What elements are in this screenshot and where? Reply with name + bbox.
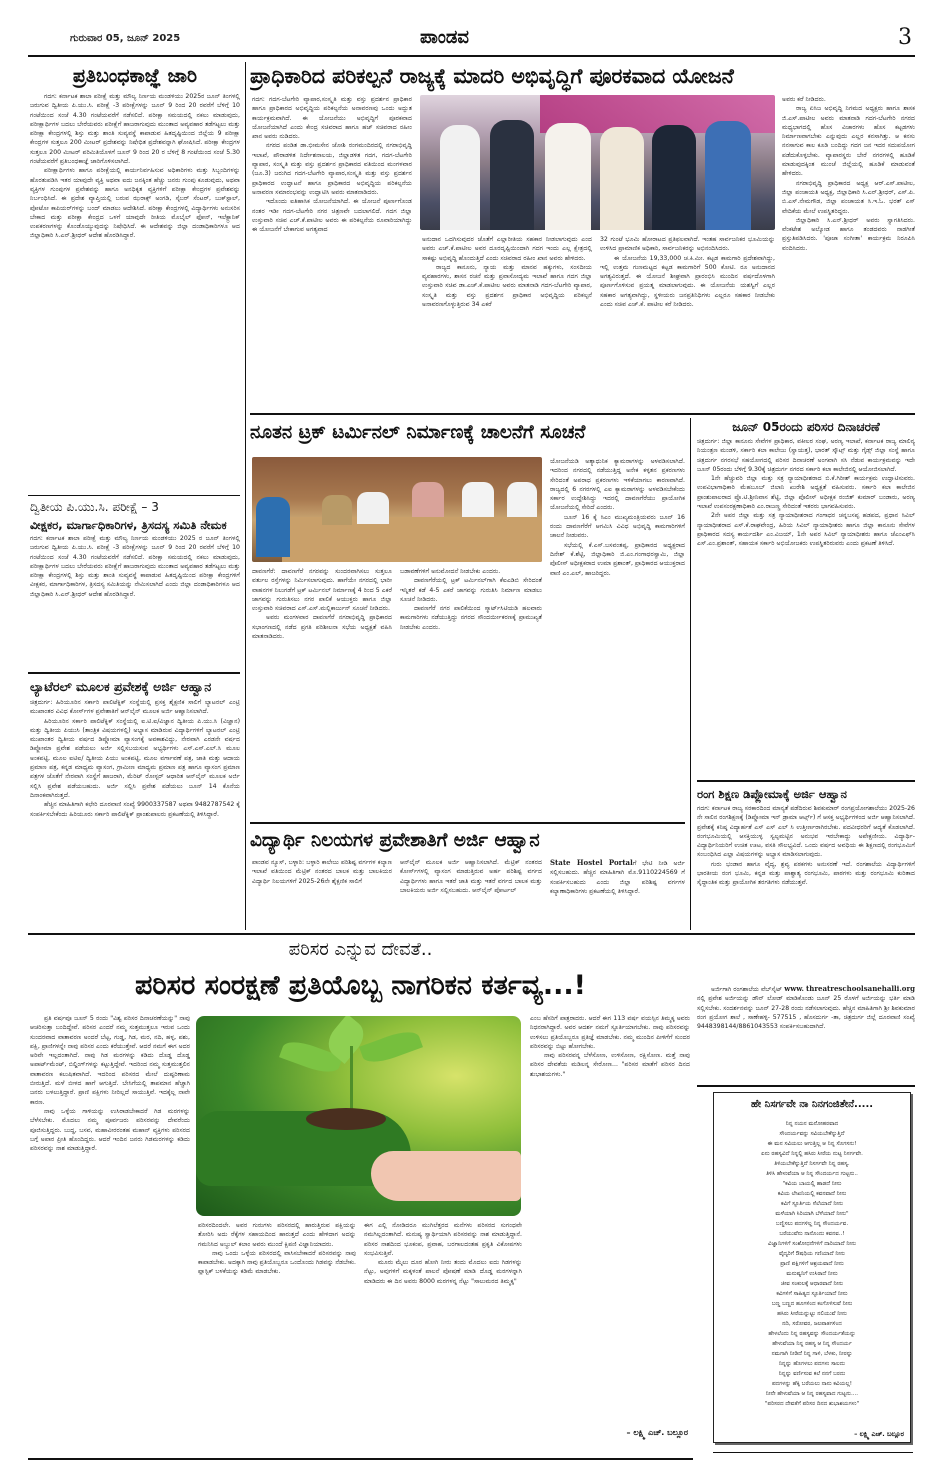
paragraph: ಚಿತ್ರದುರ್ಗ: ಜಿಲ್ಲಾ ಕಾನೂನು ಸೇವೆಗಳ ಪ್ರಾಧಿಕಾರ, ವಕೀಲರ ಸಂಘ, ಅರಣ್ಯ ಇಲಾಖೆ, ಕರ್ನಾಟಕ ರಾಜ್ಯ ಮಾಲಿನ್ಯ ನಿಯಂತ್ರಣ ಮಂಡಳಿ, ಸರ್ಕಾರಿ ಕಲಾ ಕಾಲೇಜು (ಸ್ವಾಯತ್ತ), ಭಾರತ್ ಸ್ಕೌಟ್ಸ್ ಮತ್ತು ಗೈಡ್ಸ್ ಜಿಲ್ಲಾ ಸಂಸ್ಥೆ ಹಾಗೂ ಚಿತ್ರದುರ್ಗ ನಗರಸಭೆ ಸಹಯೋಗದಲ್ಲಿ ಪರಿಸರ ದಿನಾಚರಣೆ ಅಂಗವಾಗಿ ಸಸಿ ನೆಡುವ ಕಾರ್ಯಕ್ರಮವನ್ನು ಇದೇ ಜೂನ್ 05ರಂದು ಬೆಳಿಗ್ಗೆ 9.30ಕ್ಕೆ ಚಿತ್ರದುರ್ಗ ನಗರದ ಸರ್ಕಾರಿ ಕಲಾ ಕಾಲೇಜಿನಲ್ಲಿ ಆಯೋಜಿಸಲಾಗಿದೆ. xyxy=(697,438,915,473)
divider xyxy=(697,1085,915,1087)
paragraph: ನಾವು ಪರಿಸರವನ್ನ ಬೆಳೆಸೋಣ, ಉಳಿಸೋಣ, ರಕ್ಷಿಸೋಣ. ಮತ್ತೆ ನಾವು ಪರಿಸರ ದೇವತೆಯ ಮಡಿಲನ್ನ ಸೇರೋಣ... "ಪರಿಸರ ಮಾತೆಗೆ ಪರಿಸರ ದಿನದ ಶುಭಾಶಯಗಳು." xyxy=(530,1052,690,1078)
poem-line: ಹೇಳಲೆಂದು ನಿನ್ನ ರಹಸ್ಯವನ್ನು ಸೌಂದರ್ಯತೆಯನ್ನು xyxy=(768,1331,856,1337)
person-figure xyxy=(600,127,644,230)
headline: ರಂಗ ಶಿಕ್ಷಣ ಡಿಪ್ಲೋಮಾಕ್ಕೆ ಅರ್ಜಿ ಆಹ್ವಾನ xyxy=(697,787,847,801)
headline: ನೂತನ ಟ್ರಕ್ ಟರ್ಮಿನಲ್ ನಿರ್ಮಾಣಕ್ಕೆ ಚಾಲನೆಗೆ ಸೂಚನೆ xyxy=(250,422,586,443)
poem-line: "ಕವಿಯ ಬಾಯಲ್ಲಿ ಹಾಡದೆ ನೀನು xyxy=(782,1181,842,1187)
paragraph: 32 ಗುಂಟೆ ಭೂಮಿ ಹೋರಾಟದ ಪ್ರತಿಫಲವಾಗಿದೆ. ಇಂತಹ ಸಾರ್ವಜನಿಕರ ಭೂಮಿಯನ್ನು ಉಳಿಸಿದ ಪ್ರಾಮಾಣಿಕ ಅಧಿಕಾರಿ, ಸಾರ್ವಜನಿಕರನ್ನು ಅಭಿನಂದಿಸಿದರು. xyxy=(600,236,775,253)
poem-line: ಏನು ರಹಸ್ಯವಿದೆ ನಿನ್ನಲ್ಲಿ ಹಸಿರು ಸೀರೆಯ ನುಟ್ಟ ನಿಸರ್ಗವೇ. xyxy=(761,1151,863,1157)
paragraph: ರಾಜ್ಯದ ಕಾನೂನು, ನ್ಯಾಯ ಮತ್ತು ಮಾನವ ಹಕ್ಕುಗಳು, ಸಂಸದೀಯ ವ್ಯವಹಾರಗಳು, ಶಾಸನ ರಚನೆ ಮತ್ತು ಪ್ರವಾಸೋದ್ಯಮ ಇಲಾಖೆ ಹಾಗೂ ಗದಗ ಜಿಲ್ಲಾ ಉಸ್ತುವಾರಿ ಸಚಿವ ಡಾ.ಎಚ್.ಕೆ.ಪಾಟೀಲ ಅವರು ಮಾತನಾಡಿ ಗದಗ-ಬೆಟಗೇರಿ ವ್ಯಾಪಾರ, ಸಂಸ್ಕೃತಿ ಮತ್ತು ವಸ್ತು ಪ್ರದರ್ಶನ ಪ್ರಾಧಿಕಾರ ಅಭಿವೃದ್ಧಿಯ ಪರಿಕಲ್ಪನೆ ಅನಾವರಣಗೊಳ್ಳುತ್ತಿರುವ 34 ಎಕರೆ xyxy=(422,263,592,309)
poem-line: ನಿನ್ನ ನಯನ ಮನೋಹರವಾದ xyxy=(785,1121,839,1127)
paragraph: ಮೂರು ಮೈಲು ದೂರ ಹೋಗಿ ನೀರು ತಂದು ಮೊದಲು ಐದು ಗಿಡಗಳನ್ನು ನೆಟ್ಟು, ಅವುಗಳಿಗೆ ಮಕ್ಕಳಂತೆ ಪಾಲನೆ ಪೋಷಣೆ ಮಾಡಿ ದೊಡ್ಡ ಮರಗಳನ್ನಾಗಿ ಮಾಡಿದರು ಈ ದಿನ ಅವರು 8000 ಮರಗಳನ್ನ ನೆಟ್ಟು "ಸಾಲುಮರದ ತಿಮ್ಮಕ್ಕ" xyxy=(364,1259,522,1285)
article-body xyxy=(697,437,915,767)
article-authority xyxy=(250,60,915,410)
paragraph-text: ಗೆ ಭೇಟಿ ನೀಡಿ ಅರ್ಜಿ ಸಲ್ಲಿಸಬಹುದು. ಹೆಚ್ಚಿನ ಮಾಹಿತಿಗಾಗಿ ಮೊ.9110224569 ಗೆ ಸಂಪರ್ಕಿಸಬಹುದು ಎಂದು ಜಿಲ್ಲಾ ಪರಿಶಿಷ್ಟ ವರ್ಗಗಳ ಕಲ್ಯಾಣಾಧಿಕಾರಿಗಳು ಪ್ರಕಟಣೆಯಲ್ಲಿ ತಿಳಿಸಿದ್ದಾರೆ. xyxy=(550,860,685,895)
headline: ವಿದ್ಯಾರ್ಥಿ ನಿಲಯಗಳ ಪ್ರವೇಶಾತಿಗೆ ಅರ್ಜಿ ಆಹ್ವಾನ xyxy=(250,830,540,851)
person-figure xyxy=(462,482,494,517)
paragraph: ಈ ಯೋಜನೆಯ 19,33,000 ಚ.ಕಿ.ಮೀ. ಕಟ್ಟಡ ಕಾಮಗಾರಿ ಪ್ರದೇಶವಾಗಿದ್ದು, ಇಲ್ಲಿ ಉತ್ತಮ ಗುಣಮಟ್ಟದ ಕಟ್ಟಡ ಕಾಮಗಾರಿಗೆ 500 ಕೋಟಿ. ರೂ ಅನುದಾನದ ಅಗತ್ಯವಿರುತ್ತದೆ. ಈ ಯೋಜನೆ ಶೀಘ್ರವಾಗಿ ಪ್ರಾರಂಭಿಸಿ ಮುಂದಿನ ವರ್ಷದೊಳಗಾಗಿ ಪೂರ್ಣಗೊಳಿಸುವ ಪ್ರಯತ್ನ ಮಾಡಲಾಗುವುದು. ಈ ಯೋಜನೆಯ ಯಶಸ್ವಿಗೆ ಎಲ್ಲರ ಸಹಕಾರ ಅಗತ್ಯವಾಗಿದ್ದು, ಸ್ಥಳೀಯರು ಜನಪ್ರತಿನಿಧಿಗಳು ಎಲ್ಲರೂ ಸಹಕಾರ ನೀಡಬೇಕು ಎಂದು ಸಚಿವ ಎಚ್.ಕೆ. ಪಾಟೀಲ ಕರೆ ನೀಡಿದರು. xyxy=(600,254,775,309)
person-figure xyxy=(440,125,480,230)
poem-line: ಈ ಮನ ಸವಿಯಲು ಆಗುತ್ತಿಲ್ಲ ಆ ನಿನ್ನ ಸೊಗಸನು! xyxy=(767,1141,857,1147)
headline: ಜೂನ್ 05ರಂದು ಪರಿಸರ ದಿನಾಚರಣೆ xyxy=(732,420,880,434)
kicker: ದ್ವಿತೀಯ ಪಿ.ಯು.ಸಿ. ಪರೀಕ್ಷೆ – 3 xyxy=(30,500,159,514)
stem xyxy=(350,1046,353,1116)
apply-paragraph xyxy=(697,984,915,1031)
article-col-3 xyxy=(550,858,685,928)
poem-line: ವಿಜ್ಞಾನಿಗಳಿಗೆ ಸಂಶೋಧನೆಗಳಿಗೆ ದಾರಿಯಾದೆ ನೀನು xyxy=(767,1241,857,1247)
bottom-rule xyxy=(28,1458,693,1460)
article-col-1 xyxy=(252,567,392,817)
paragraph: ಅನುದಾನ ಒದಗಿಸುವುದರ ಜೊತೆಗೆ ಎಲ್ಲಾರೀತಿಯ ಸಹಕಾರ ನೀಡಲಾಗುವುದು ಎಂದ ಅವರು ಎಚ್.ಕೆ.ಪಾಟೀಲ ಅವರ ದೂರದೃಷ್ಟಿಯಿಂದಾಗಿ ಗದಗ ಇಂದು ಎಲ್ಲ ಕ್ಷೇತ್ರದಲ್ಲಿ ಸಾಕಷ್ಟು ಅಭಿವೃದ್ಧಿ ಹೊಂದುತ್ತಿದೆ ಎಂದು ಸಚಿವರಾದ ರಹೀಂ ಖಾನ ಅವರು ಹೇಳಿದರು. xyxy=(422,236,592,262)
person-figure xyxy=(545,123,591,230)
paragraph: 2ನೇ ಅಪರ ಜಿಲ್ಲಾ ಮತ್ತು ಸತ್ರ ನ್ಯಾಯಾಧೀಶರಾದ ಗಂಗಾಧರ ಚನ್ನಬಸಪ್ಪ ಹಡಪದ, ಪ್ರಧಾನ ಸಿವಿಲ್ ನ್ಯಾಯಾಧೀಶರಾದ ಎಸ್.ಕೆ.ರಾಘವೇಂದ್ರ, ಹಿರಿಯ ಸಿವಿಲ್ ನ್ಯಾಯಾಧೀಶರು ಹಾಗೂ ಜಿಲ್ಲಾ ಕಾನೂನು ಸೇವೆಗಳ ಪ್ರಾಧಿಕಾರದ ಸದಸ್ಯ ಕಾರ್ಯದರ್ಶಿ ಎಂ.ವಿಜಯ್, 1ನೇ ಅಪರ ಸಿವಿಲ್ ನ್ಯಾಯಾಧೀಶರು ಹಾಗೂ ಜೆಎಂಎಫ್‌ಸಿ ಎಸ್.ಎಂ.ಪ್ರಶಾಂತ್, ಸಹಾಯಕ ಸರ್ಕಾರಿ ಅಭಿಯೋಜಕರು ಉಪಸ್ಥಿತರಿರುವರು ಎಂದು ಪ್ರಕಟಣೆ ತಿಳಿಸಿದೆ. xyxy=(697,512,915,548)
column-divider xyxy=(245,62,246,930)
headline: ವೀಕ್ಷಕರ, ಮಾರ್ಗಾಧಿಕಾರಿಗಳ, ತ್ರಿಸದಸ್ಯ ಸಮಿತಿ ನೇಮಕ xyxy=(30,518,227,532)
article-col-2 xyxy=(422,235,592,407)
poem-line: ಮನುಷ್ಯನಿಗೆ ಉಸಿರಾದೆ ನೀನು xyxy=(786,1271,838,1277)
poem-line: ಬಣ್ಣಿಸಲು ಪದಗಳಿಲ್ಲ ನಿನ್ನ ಸೌಂದರ್ಯವ. xyxy=(775,1221,849,1227)
paragraph: ಪರಿಸರದಿಂದಲೇ. ಅವರ ಗುರುಗಳು ಪರಿಸರದಲ್ಲಿ ಹಾರುತ್ತಿರುವ ಪಕ್ಷಿಯನ್ನು ತೋರಿಸಿ ಅದು ರೆಕ್ಕೆಗಳ ಸಹಾಯದಿಂದ ಹಾರುತ್ತದೆ ಎಂದು ಹೇಳಿದಾಗ ಅದನ್ನು ಗಮನಿಸಿದ ಅಬ್ದುಲ್ ಕಲಾಂ ಅವರು ಮುಂದೆ ಕ್ಷಿಪಣಿ ವಿಜ್ಞಾನಿಯಾದರು. xyxy=(198,1222,356,1248)
ceremony-photo xyxy=(420,95,775,230)
article-col-3 xyxy=(550,457,685,817)
portal-name: State Hostel Portal xyxy=(550,858,633,867)
paragraph: ಹಿರಿಯೂರಿನ ಸರ್ಕಾರಿ ಪಾಲಿಟೆಕ್ನಿಕ್ ಸಂಸ್ಥೆಯಲ್ಲಿ ಐ.ಟಿ.ಐ/ವಿಜ್ಞಾನ ದ್ವಿತೀಯ ಪಿ.ಯು.ಸಿ (ವಿಜ್ಞಾನ) ಮತ್ತು ದ್ವಿತೀಯ ಪಿಯುಸಿ (ತಾಂತ್ರಿಕ ವಿಷಯಗಳಲ್ಲಿ) ಅಭ್ಯಾಸ ಮಾಡಿರುವ ವಿದ್ಯಾರ್ಥಿಗಳಿಗೆ ಲ್ಯಾಟರಲ್ ಎಂಟ್ರಿ ಮುಖಾಂತರ ದ್ವಿತೀಯ ವರ್ಷದ ಡಿಪ್ಲೋಮಾ ವ್ಯಾಸಂಗಕ್ಕೆ ಅವಕಾಶವಿದ್ದು, ನೇರವಾಗಿ ಎರಡನೇ ವರ್ಷದ ಡಿಪ್ಲೋಮಾ ಪ್ರವೇಶ ಪಡೆಯಲು ಅರ್ಜಿ ಸಲ್ಲಿಸಬಯಸುವ ಅಭ್ಯರ್ಥಿಗಳು ಎಸ್.ಎಸ್.ಎಲ್.ಸಿ ಮೂಲ ಅಂಕಪಟ್ಟಿ, ಮೂಲ ಐಟಿಐ/ ದ್ವಿತೀಯ ಪಿಯು ಅಂಕಪಟ್ಟಿ, ಮೂಲ ವರ್ಗಾವಣೆ ಪತ್ರ, ಜಾತಿ ಮತ್ತು ಆದಾಯ ಪ್ರಮಾಣ ಪತ್ರ, ಕನ್ನಡ ಮಾಧ್ಯಮ ವ್ಯಾಸಂಗ, ಗ್ರಾಮೀಣ ಮಾಧ್ಯಮ ಪ್ರಮಾಣ ಪತ್ರ ಹಾಗೂ ವ್ಯಾಸಂಗ ಪ್ರಮಾಣ ಪತ್ರಗಳ ಜೊತೆಗೆ ನೇರವಾಗಿ ಸಂಸ್ಥೆಗೆ ಹಾಜರಾಗಿ, ಮೆರಿಟ್ ರೋಸ್ಟರ್ ಆಧಾರಿತ ಆನ್‌ಲೈನ್ ಮೂಲಕ ಅರ್ಜಿ ಸಲ್ಲಿಸಿ ಪ್ರವೇಶ ಪಡೆಯಬಹುದು. ಅರ್ಜಿ ಸಲ್ಲಿಸಿ ಪ್ರವೇಶ ಪಡೆಯಲು ಜೂನ್ 14 ಕೊನೆಯ ದಿನಾಂಕವಾಗಿರುತ್ತದೆ. xyxy=(30,717,240,799)
apply-info xyxy=(697,984,915,1084)
paragraph: ದಾವಣಗೆರೆಯಲ್ಲಿ ಟ್ರಕ್ ಟರ್ಮಿನಲ್‌ಗಾಗಿ ಕೆಐಎಡಿಬಿ ಸೇರಿದಂತೆ ಇನ್ನಿತರೆ ಕಡೆ 4-5 ಎಕರೆ ಜಾಗವನ್ನು ಗುರುತಿಸಿ ನಿರ್ಮಾಣ ಮಾಡಲು ಸೂಚನೆ ನೀಡಿದರು. xyxy=(400,577,542,603)
poem-box xyxy=(713,1092,911,1443)
paragraph: ಪರೀಕ್ಷಾರ್ಥಿಗಳು ಹಾಗೂ ಪರೀಕ್ಷೆಯಲ್ಲಿ ಕಾರ್ಯನಿರ್ವಹಿಸುವ ಅಧಿಕಾರಿಗಳು ಮತ್ತು ಸಿಬ್ಬಂದಿಗಳನ್ನು ಹೊರತುಪಡಿಸಿ ಇತರ ಯಾವುದೇ ವ್ಯಕ್ತಿ ಅಥವಾ ಐದು ಜನಕ್ಕಿಂತ ಹೆಚ್ಚು ಜನರು ಗುಂಪು ಕೂಡುವುದು, ಅಥವಾ ವ್ಯಕ್ತಿಗಳ ಗುಂಪುಗಳ ಪ್ರವೇಶವನ್ನು ಹಾಗೂ ಅನಧಿಕೃತ ವ್ಯಕ್ತಿಗಳಿಗೆ ಪರೀಕ್ಷಾ ಕೇಂದ್ರಗಳ ಪ್ರವೇಶವನ್ನು ನಿರ್ಬಂಧಿಸಿದೆ. ಈ ಪ್ರದೇಶ ವ್ಯಾಪ್ತಿಯಲ್ಲಿ ಬರುವ ಝರಾಕ್ಸ್ ಅಂಗಡಿ, ಸೈಬರ್ ಸೆಂಟರ್, ಬುಕ್‌ಸ್ಟಾಲ್, ಪೋಟೋ ಕಾಪಿಯರ್‌ಗಳನ್ನು ಬಂದ್ ಮಾಡಲು ಆದೇಶಿಸಿದೆ. ಪರೀಕ್ಷಾ ಕೇಂದ್ರಗಳಲ್ಲಿ ವಿದ್ಯಾರ್ಥಿಗಳು ಅನುಸರಿಸ ಬೇಕಾದ ಮತ್ತು ಪರೀಕ್ಷಾ ಕೇಂದ್ರದ ಒಳಗೆ ಯಾವುದೇ ರೀತಿಯ ಮೊಬೈಲ್ ಫೋನ್, ಇಲೆಕ್ಟ್ರಾನಿಕ್ ಉಪಕರಣಗಳನ್ನು ಕೊಂಡೊಯ್ಯುವುದನ್ನು ನಿಷೇಧಿಸಿದೆ. ಈ ಆದೇಶವನ್ನು ಜಿಲ್ಲಾ ದಂಡಾಧಿಕಾರಿಗಳೂ ಆದ ಜಿಲ್ಲಾಧಿಕಾರಿ ಸಿ.ಎನ್.ಶ್ರೀಧರ್ ಆದೇಶ ಹೊರಡಿಸಿದ್ದಾರೆ. xyxy=(30,167,240,240)
paragraph: ಇದೊಂದು ಐತಿಹಾಸಿಕ ಯೋಜನೆಯಾಗಿದೆ. ಈ ಯೋಜನೆ ಪೂರ್ಣಗೊಂಡ ನಂತರ ಇಡೀ ಗದಗ-ಬೆಟಗೇರಿ ನಗರ ಚಿತ್ರಣವೇ ಬದಲಾಗಲಿದೆ. ಗದಗ ಜಿಲ್ಲಾ ಉಸ್ತುವಾರಿ ಸಚಿವ ಎಚ್.ಕೆ.ಪಾಟೀಲ ಅವರು ಈ ಪರಿಕಲ್ಪನೆಯ ರೂವಾರಿಯಾಗಿದ್ದು ಈ ಯೋಜನೆಗೆ ಬೇಕಾಗುವ ಅಗತ್ಯವಾದ xyxy=(252,198,412,234)
poem-line: ಬರೆಯುವೆನು ನಾನೊಂದು ಕವನವ..! xyxy=(779,1231,845,1237)
person-figure xyxy=(490,120,534,230)
poem-byline: – ಲಕ್ಷ್ಮಿ ಎಚ್. ಬಲ್ಲೂರ xyxy=(854,1430,904,1438)
kicker: ಪರಿಸರ ಎನ್ನುವ ದೇವತೆ.. xyxy=(288,939,433,960)
article-body xyxy=(30,698,240,920)
paragraph: ಗದಗ: ಕರ್ನಾಟಕ ಶಾಲಾ ಪರೀಕ್ಷೆ ಮತ್ತು ಮೌಲ್ಯ ನಿರ್ಣಯ ಮಂಡಳಿಯು 2025ರ ಜೂನ್ ತಿಂಗಳಲ್ಲಿ ಜರುಗುವ ದ್ವಿತೀಯ ಪಿ.ಯು.ಸಿ. ಪರೀಕ್ಷೆ -3 ಪರೀಕ್ಷೆಗಳನ್ನು ಜೂನ್ 9 ರಿಂದ 20 ರವರೆಗೆ ಬೆಳಿಗ್ಗೆ 10 ಗಂಟೆಯಿಂದ ಸಂಜೆ 4.30 ಗಂಟೆಯವರೆಗೆ ನಡೆಸಲಿದೆ. ಪರೀಕ್ಷಾ ಸಮಯದಲ್ಲಿ ನಕಲು ಮಾಡುವುದು, ಪರೀಕ್ಷಾರ್ಥಿಗಳ ಬದಲು ಬೇರೆಯವರು ಪರೀಕ್ಷೆಗೆ ಹಾಜರಾಗುವುದು ಮುಂತಾದ ಅವ್ಯವಹಾರ ತಡೆಗಟ್ಟಲು ಮತ್ತು ಪರೀಕ್ಷಾ ಕೇಂದ್ರಗಳಲ್ಲಿ ಶಿಸ್ತು ಮತ್ತು ಶಾಂತಿ ಸುವ್ಯವಸ್ಥೆ ಕಾಪಾಡುವ ಹಿತದೃಷ್ಟಿಯಿಂದ ಜಿಲ್ಲೆಯ 9 ಪರೀಕ್ಷಾ ಕೇಂದ್ರಗಳ ಸುತ್ತಲೂ 200 ಮೀಟರ್ ಪ್ರದೇಶವನ್ನು ನಿಷೇಧಿತ ಪ್ರದೇಶವನ್ನಾಗಿ ಘೋಷಿಸಿದೆ. ಪರೀಕ್ಷಾ ಕೇಂದ್ರಗಳ ಸುತ್ತಲೂ 200 ಮೀಟರ್ ಪರಿಮಿತಿಯೊಳಗೆ ಜೂನ್ 9 ರಿಂದ 20 ರ ಬೆಳಿಗ್ಗೆ 8 ಗಂಟೆಯಿಂದ ಸಂಜೆ 5.30 ಗಂಟೆಯವರೆಗೆ ಪ್ರತಿಬಂಧಕಾಜ್ಞೆ ಜಾರಿಗೊಳಿಸಲಾಗಿದೆ. xyxy=(30,93,240,166)
paragraph: ಗುರು ಭಂಡಾರ ಹಾಗೂ ವೈದ್ಯ, ಶ್ರವ್ಯ ಪಠಕಗಳು ಅನುಸರಣೆ ಇದೆ. ರಂಗಶಾಲೆಯ ವಿದ್ಯಾರ್ಥಿಗಳಿಗೆ ಭಾರತೀಯ ರಂಗ ಭೂಮಿ, ಕನ್ನಡ ಮತ್ತು ಪಾಶ್ಚಾತ್ಯ ರಂಗಭೂಮಿ, ಪಾಠಗಳು ಮತ್ತು ರಂಗಭೂಮಿ ಕುರಿತಾದ ಸೈದ್ಧಾಂತಿಕ ಮತ್ತು ಪ್ರಾಯೋಗಿಕ ತರಗತಿಗಳು ನಡೆಯುತ್ತವೆ. xyxy=(697,860,915,887)
environment-photo xyxy=(196,1016,521,1216)
article-theatre-diploma xyxy=(697,784,915,1089)
paragraph: ನಾವು ಒಂದು ಒಳ್ಳೆಯ ಪರಿಸರದಲ್ಲಿ ವಾಸಿಸಬೇಕಾದರೆ ಪರಿಸರವನ್ನು ನಾವು ಕಾಪಾಡಬೇಕು. ಅದಕ್ಕಾಗಿ ನಾವು ಪ್ರತಿಯೊಬ್ಬರೂ ಒಂದೊಂದು ಗಿಡವನ್ನು ನೆಡಬೇಕು. ಪ್ಲಾಸ್ಟಿಕ್ ಬಳಕೆಯನ್ನು ಕಡಿಮೆ ಮಾಡಬೇಕು. xyxy=(198,1249,356,1276)
article-col-2 xyxy=(400,567,542,817)
poem-line: ಜೀವ ಸಂಕುಲಕ್ಕೆ ಆಧಾರವಾದೆ ನೀನು xyxy=(780,1281,844,1287)
poem-line: ಪದಗಳನ್ನು ಹೆಕ್ಕಿ ಬರೆಯಲು ನಾನು ಕವಿಯಲ್ಲ! xyxy=(771,1381,853,1387)
paragraph: ಚಿತ್ರದುರ್ಗ: ಹಿರಿಯೂರಿನ ಸರ್ಕಾರಿ ಪಾಲಿಟೆಕ್ನಿಕ್ ಸಂಸ್ಥೆಯಲ್ಲಿ ಪ್ರಸಕ್ತ ಶೈಕ್ಷಣಿಕ ಸಾಲಿಗೆ ಲ್ಯಾಟರಲ್ ಎಂಟ್ರಿ ಮುಖಾಂತರ ವಿವಿಧ ಕೋರ್ಸ್‌ಗಳ ಪ್ರವೇಶಾತಿಗೆ ಆನ್‌ಲೈನ್ ಮೂಲಕ ಅರ್ಜಿ ಆಹ್ವಾನಿಸಲಾಗಿದೆ. xyxy=(30,699,240,716)
paragraph: ಯೋಜನೆಯಡಿ ಅತ್ಯಾಧುನಿಕ ಕ್ಯಾಮರಾಗಳನ್ನು ಅಳವಡಿಸಲಾಗಿದೆ. ಇದರಿಂದ ನಗರದಲ್ಲಿ ನಡೆಯುತ್ತಿದ್ದ ಅನೇಕ ಕಳ್ಳತನ ಪ್ರಕರಣಗಳು ಸೇರಿದಂತೆ ಅಪರಾಧ ಪ್ರಕರಣಗಳು ಇಳಿಕೆಯಾಗಲು ಕಾರಣವಾಗಿದೆ. ರಾಜ್ಯದಲ್ಲಿ 6 ನಗರಗಳಲ್ಲಿ ಎಐ ಕ್ಯಾಮರಾಗಳನ್ನು ಅಳವಡಿಸಬೇಕೆಂದು ಸರ್ಕಾರ ಉದ್ದೇಶಿಸಿದ್ದು ಇದರಲ್ಲಿ ದಾವಣಗೆರೆಯು ಪ್ರಾಯೋಗಿಕ ಯೋಜನೆಯಲ್ಲಿ ಸೇರಿದೆ ಎಂದರು. xyxy=(550,458,685,512)
paragraph: ಗದಗ: ಕರ್ನಾಟಕ ರಾಜ್ಯ ಸರಕಾರದಿಂದ ಮಾನ್ಯತೆ ಪಡೆದಿರುವ ಶಿವಕುಮಾರ್ ರಂಗಪ್ರಯೋಗಶಾಲೆಯು 2025-26 ನೇ ಸಾಲಿನ ರಂಗಶಿಕ್ಷಣಕ್ಕೆ (ಡಿಪ್ಲೋಮಾ ಇನ್ ಡ್ರಾಮಾ ಆರ್ಟ್ಸ್) ಗೆ ಆಸಕ್ತ ಅಭ್ಯರ್ಥಿಗಳಿಂದ ಅರ್ಜಿ ಆಹ್ವಾನಿಸಲಾಗಿದೆ. ಪ್ರವೇಶಕ್ಕೆ ಕನಿಷ್ಠ ವಿದ್ಯಾರ್ಹತೆ ಎಸ್ ಎಸ್ ಎಲ್ ಸಿ ಉತ್ತೀರ್ಣರಾಗಿರಬೇಕು. ಪದವೀಧರರಿಗೆ ಆದ್ಯತೆ ಕೊಡಲಾಗಿದೆ. ರಂಗಭೂಮಿಯಲ್ಲಿ ಆಸಕ್ತಿಯುಳ್ಳ ಸ್ವಲ್ಪಮಟ್ಟಿನ ಅನುಭವ ಇರಬೇಕಾದ್ದು ಅಪೇಕ್ಷಣೀಯ. ವಿದ್ಯಾರ್ಥಿ-ವಿದ್ಯಾರ್ಥಿನಿಯರಿಗೆ ಉಚಿತ ಊಟ, ವಸತಿ ಸೌಲಭ್ಯವಿದೆ. ಒಂದು ವರ್ಷದ ಅವಧಿಯ ಈ ಶಿಕ್ಷಣದಲ್ಲಿ ರಂಗಭೂಮಿಗೆ ಸಂಬಂಧಿಸಿದ ಎಲ್ಲಾ ವಿಷಯಗಳನ್ನು ಅಭ್ಯಾಸ ಮಾಡಿಸಲಾಗುವುದು. xyxy=(697,805,915,859)
poem-line: ಬಣ್ಣ ಬಣ್ಣದ ಹೂಗಳಿಂದ ಕಂಗೊಳಿಸುವೆ ನೀನು xyxy=(771,1301,853,1307)
article-col-4 xyxy=(782,95,915,407)
paragraph: ಈಗ ಎಲ್ಲಿ ನೋಡಿದರೂ ಮುಗಿಲೆತ್ತರದ ಮನೆಗಳು ಪರಿಸರದ ಸುಗಂಧವೇ ನಮಗಿಲ್ಲದಂತಾಗಿದೆ. ಮನುಷ್ಯ ಸ್ವಾರ್ಥಿಯಾಗಿ ಪರಿಸರವನ್ನು ನಾಶ ಮಾಡುತ್ತಿದ್ದಾನೆ. ಪರಿಸರ ನಾಶದಿಂದ ಭೂಕಂಪ, ಪ್ರವಾಹ, ಬರಗಾಲದಂತಹ ಪ್ರಕೃತಿ ವಿಕೋಪಗಳು ಸಂಭವಿಸುತ್ತಿವೆ. xyxy=(364,1222,522,1257)
poem-line: "ಪರಿಸರದ ದೇವತೆಗೆ ಪರಿಸರ ದಿನದ ಶುಭಾಶಯಗಳು" xyxy=(764,1401,860,1407)
feature-col-4 xyxy=(530,1014,690,1424)
apply-suffix: ನಲ್ಲಿ ಪ್ರವೇಶ ಅರ್ಜಿಯನ್ನು ಡೌನ್ ಲೋಡ್ ಮಾಡಿಕೊಂಡು ಜೂನ್ 25 ರೊಳಗೆ ಅರ್ಜಿಯನ್ನು ಭರ್ತಿ ಮಾಡಿ ಸಲ್ಲಿಸಬೇಕು. ಸಂದರ್ಶನವನ್ನು ಜೂನ್ 27-28 ರಂದು ನಡೆಸಲಾಗುವುದು. ಹೆಚ್ಚಿನ ಮಾಹಿತಿಗಾಗಿ ಶ್ರೀ ಶಿವಕುಮಾರ ರಂಗ ಪ್ರಯೋಗ ಶಾಲೆ , ಸಾಣೇಹಳ್ಳಿ- 577515 , ಹೊಸದುರ್ಗ -ತಾ, ಚಿತ್ರದುರ್ಗ ಜಿಲ್ಲೆ ದೂರವಾಣಿ ಸಂಖ್ಯೆ 9448398144/8861043553 ಸಂಪರ್ಕಿಸಬಹುದಾಗಿದೆ. xyxy=(697,995,915,1031)
article-col-2 xyxy=(400,858,542,928)
paragraph: ಪಾಂಡವ ನ್ಯೂಸ್, ಬಳ್ಳಾರಿ: ಬಳ್ಳಾರಿ ಕಾಲೇಜು ಪರಿಶಿಷ್ಟ ವರ್ಗಗಳ ಕಲ್ಯಾಣ ಇಲಾಖೆ ವತಿಯಿಂದ ಮೆಟ್ರಿಕ್ ನಂತರದ ಬಾಲಕ ಮತ್ತು ಬಾಲಕಿಯರ ವಿದ್ಯಾರ್ಥಿ ನಿಲಯಗಳಿಗೆ 2025-26ನೇ ಶೈಕ್ಷಣಿಕ ಸಾಲಿಗೆ xyxy=(252,859,392,885)
meeting-photo xyxy=(252,457,542,562)
poem-line: ಕವಿಗೆ ಸ್ಫೂರ್ತಿಯ ಸೆಲೆಯಾದೆ ನೀನು xyxy=(781,1201,843,1207)
poem-lines xyxy=(714,1119,910,1409)
divider xyxy=(28,672,240,674)
feature-col-2 xyxy=(198,1221,356,1454)
person-figure xyxy=(507,482,537,517)
poem-line: ನಿನ್ನನ್ನು ಹೊಗಳಲು ಪದಗಳು ಸಾಲದು xyxy=(778,1361,846,1367)
apply-prefix: ಅರ್ಜಿಗಾಗಿ ರಂಗಶಾಲೆಯ ವೆಬ್‌ಸೈಟ್ xyxy=(711,986,783,993)
paragraph: ಪ್ರತಿ ವರ್ಷವೂ ಜೂನ್ 5 ರಂದು "ವಿಶ್ವ ಪರಿಸರ ದಿನಾಚರಣೆಯನ್ನು" ನಾವು ಆಚರಿಸುತ್ತಾ ಬಂದಿದ್ದೇವೆ. ಪರಿಸರ ಎಂದರೆ ನಮ್ಮ ಸುತ್ತಮುತ್ತಲೂ ಇರುವ ಒಂದು ಸುಂದರವಾದ ವಾತಾವರಣ ಅಂದರೆ ಬೆಟ್ಟ, ಗುಡ್ಡ, ಗಿಡ, ಮರ, ನದಿ, ಹಳ್ಳ, ಪಶು, ಪಕ್ಷಿ, ಪ್ರಾಣಿಗಳನ್ನೇ ನಾವು ಪರಿಸರ ಎಂದು ಕರೆಯುತ್ತೇವೆ. ಆದರೆ ನಮಗೆ ಈಗ ಅದರ ಅರಿವೇ ಇಲ್ಲದಂತಾಗಿದೆ. ನಾವು ಗಿಡ ಮರಗಳನ್ನು ಕಡಿದು ದೊಡ್ಡ ದೊಡ್ಡ ಅಪಾರ್ಟ್‌ಮೆಂಟ್, ಬಿಲ್ಡಿಂಗ್‌ಗಳನ್ನು ಕಟ್ಟುತ್ತಿದ್ದೇವೆ. ಇದರಿಂದ ನಮ್ಮ ಸುತ್ತಮುತ್ತಲಿನ ವಾತಾವರಣ ಕಲುಷಿತವಾಗಿದೆ. ಇದರಿಂದ ಪರಿಸರದ ಮೇಲೆ ದುಷ್ಪರಿಣಾಮ ಬೀರುತ್ತಿದೆ. ಮಳೆ ಬೀಳದ ಹಾಗೆ ಆಗುತ್ತಿದೆ. ಬೇಸಿಗೆಯಲ್ಲಿ ತಾಪಮಾನ ಹೆಚ್ಚಾಗಿ ಜನರು ಬಳಲುತ್ತಿದ್ದಾರೆ. ಪ್ರಾಣಿ ಪಕ್ಷಿಗಳು ನೀರಿಲ್ಲದೆ ಸಾಯುತ್ತಿವೆ. ಇದಕ್ಕೆಲ್ಲ ನಾವೇ ಕಾರಣ. xyxy=(30,1015,190,1106)
article-body xyxy=(30,92,240,487)
masthead xyxy=(0,0,945,60)
poem-line: ಸೌಂದರ್ಯವನ್ನು ಸವಿಯಬೇಕೆನ್ನುತ್ತಿದೆ xyxy=(779,1131,845,1137)
poem-line: ಹಸಿರು ಸೀರೆಯನ್ನುಟ್ಟು ನಲಿಯುವೆ ನೀನು xyxy=(777,1311,847,1317)
person-figure xyxy=(652,125,696,230)
person-figure xyxy=(357,492,389,524)
issue-date: ಗುರುವಾರ 05, ಜೂನ್ 2025 xyxy=(70,33,181,44)
headline: ಪರಿಸರ ಸಂರಕ್ಷಣೆ ಪ್ರತಿಯೊಬ್ಬ ನಾಗರಿಕನ ಕರ್ತವ್ಯ...! xyxy=(135,970,586,1001)
poem-title: ಹೇ ನಿಸರ್ಗವೇ ನಾ ನಿನಗಂಜಿತೇನೆ..... xyxy=(750,1099,874,1110)
feature-col-3 xyxy=(364,1221,522,1454)
feature-col-1 xyxy=(30,1014,190,1454)
poem-line: ನಿನ್ನನ್ನು ವರ್ಣಿಸುವ ಕಲೆ ನನಗೆ ಬರದು xyxy=(778,1371,846,1377)
person-figure xyxy=(256,497,290,557)
paragraph: ಹೆಚ್ಚಿನ ಮಾಹಿತಿಗಾಗಿ ಕಛೇರಿ ದೂರವಾಣಿ ಸಂಖ್ಯೆ 9900337587 ಅಥವಾ 9482787542 ಕ್ಕೆ ಸಂಪರ್ಕಿಸಬೇಕೆಂದು ಹಿರಿಯೂರು ಸರ್ಕಾರಿ ಪಾಲಿಟೆಕ್ನಿಕ್ ಪ್ರಾಂಶುಪಾಲರು ಪ್ರಕಟಣೆಯಲ್ಲಿ ತಿಳಿಸಿದ್ದಾರೆ. xyxy=(30,801,240,818)
soil xyxy=(306,1108,386,1130)
article-body xyxy=(697,804,915,984)
paragraph: ನಗರಾಭಿವೃದ್ಧಿ ಪ್ರಾಧಿಕಾರದ ಅಧ್ಯಕ್ಷ ಆರ್.ಎಸ್.ಪಾಟೀಲ, ಜಿಲ್ಲಾ ಪಂಚಾಯತಿ ಅಧ್ಯಕ್ಷ, ಜಿಲ್ಲಾಧಿಕಾರಿ ಸಿ.ಎನ್.ಶ್ರೀಧರ್, ಎಸ್.ಪಿ. ಬಿ.ಎಸ್.ನೇಮಗೌಡ, ಜಿಲ್ಲಾ ಪಂಚಾಯತ ಸಿ.ಇ.ಓ. ಭರತ್ ಎಸ್ ವೇದಿಕೆಯ ಮೇಲೆ ಉಪಸ್ಥಿತರಿದ್ದರು. xyxy=(782,179,915,215)
person-figure xyxy=(705,121,751,230)
feature-environment xyxy=(28,936,693,1458)
paragraph: ಅವರು ಮಂಗಳವಾರ ದಾವಣಗೆರೆ ನಗರಾಭಿವೃದ್ಧಿ ಪ್ರಾಧಿಕಾರದ ಸಭಾಂಗಣದಲ್ಲಿ ನಡೆದ ಪ್ರಗತಿ ಪರಿಶೀಲನಾ ಸಭೆಯ ಅಧ್ಯಕ್ಷತೆ ವಹಿಸಿ ಮಾತನಾಡಿದರು. xyxy=(252,614,392,641)
poem-line: ಮಳೆಯಾಗಿ ಸಿರಿಯಾಗಿ ಬೆಳೆಯಾದೆ ನೀನು" xyxy=(775,1211,849,1217)
person-figure xyxy=(322,495,352,525)
website-link[interactable]: threatreschoolsanehalli.org xyxy=(806,984,915,993)
article-col-1 xyxy=(252,858,392,928)
leaf-shape xyxy=(359,1026,423,1067)
poem-line: ನಮಗಾಗಿ ನೀಡಿದೆ ನಿನ್ನ ಗಾಳಿ, ಬೆಳಕು, ನೀರನ್ನು xyxy=(771,1351,853,1357)
paragraph: ಜೂನ್ 16 ಕ್ಕೆ ಸಿಎಂ ಮುಖ್ಯಮಂತ್ರಿಯವರು ಜೂನ್ 16 ರಂದು ದಾವಣಗೆರೆಗೆ ಆಗಮಿಸಿ ವಿವಿಧ ಅಭಿವೃದ್ಧಿ ಕಾಮಗಾರಿಗಳಿಗೆ ಚಾಲನೆ ನೀಡುವರು. xyxy=(550,513,685,540)
paragraph: ನಗರದ ಪಂಡಿತ ಡಾ.ಭೀಮಸೇನ ಜೋಶಿ ರಂಗಮಂದಿರದಲ್ಲಿ ನಗರಾಭಿವೃದ್ಧಿ ಇಲಾಖೆ, ಪೌರಾಡಳಿತ ನಿರ್ದೇಶನಾಲಯ, ಜಿಲ್ಲಾಡಳಿತ ಗದಗ, ಗದಗ-ಬೆಟಗೇರಿ ವ್ಯಾಪಾರ, ಸಂಸ್ಕೃತಿ ಮತ್ತು ವಸ್ತು ಪ್ರದರ್ಶನ ಪ್ರಾಧಿಕಾರದ ವತಿಯಿಂದ ಮಂಗಳವಾರ (ಜೂ.3) ಜರುಗಿದ ಗದಗ-ಬೆಟಗೇರಿ ವ್ಯಾಪಾರ,ಸಂಸ್ಕೃತಿ ಮತ್ತು ವಸ್ತು ಪ್ರದರ್ಶನ ಪ್ರಾಧಿಕಾರದ ಉದ್ಘಾಟನೆ ಹಾಗೂ ಪ್ರಾಧಿಕಾರದ ಅಭಿವೃದ್ಧಿಯ ಪರಿಕಲ್ಪನೆಯ ಅನಾವರಣ ಸಮಾರಂಭವನ್ನು ಉದ್ಘಾಟಿಸಿ ಅವರು ಮಾತನಾಡಿದರು. xyxy=(252,142,412,196)
human-hand xyxy=(371,1151,521,1201)
paragraph: ದಾವಣಗೆರೆ ನಗರ ಪಾಲಿಕೆಯಿಂದ ಸ್ಮಾರ್ಟ್‌ಸಿಟಿಯಡಿ ಹಲವಾರು ಕಾಮಗಾರಿಗಳು ನಡೆಯುತ್ತಿದ್ದು ನಗರದ ಸೌಂದರ್ಯೀಕರಣಕ್ಕೆ ಪ್ರಾಮುಖ್ಯತೆ ನೀಡಬೇಕು ಎಂದರು. xyxy=(400,605,542,631)
column-divider xyxy=(690,418,691,930)
table-surface xyxy=(282,517,542,562)
paragraph xyxy=(550,858,685,896)
poem-line: ಹೇಳುವೆಯಾ ನಿನ್ನ ರಹಸ್ಯ ಆ ನಿನ್ನ ಸೌಂದರ್ಯ xyxy=(772,1341,852,1347)
article-truck-terminal xyxy=(250,417,685,817)
poem-line: ಪ್ರಾಣಿ ಪಕ್ಷಿಗಳಿಗೆ ಆಶ್ರಯವಾದೆ ನೀನು xyxy=(780,1261,844,1267)
paragraph: ಗದಗ: ಕರ್ನಾಟಕ ಶಾಲಾ ಪರೀಕ್ಷೆ ಮತ್ತು ಮೌಲ್ಯ ನಿರ್ಣಯ ಮಂಡಳಿಯು 2025 ರ ಜೂನ್ ತಿಂಗಳಲ್ಲಿ ಜರುಗುವ ದ್ವಿತೀಯ ಪಿ.ಯು.ಸಿ. ಪರೀಕ್ಷೆ -3 ಪರೀಕ್ಷೆಗಳನ್ನು ಜೂನ್ 9 ರಿಂದ 20 ರವರೆಗೆ ಬೆಳಿಗ್ಗೆ 10 ಗಂಟೆಯಿಂದ ಸಂಜೆ 4.30 ಗಂಟೆಯವರೆಗೆ ನಡೆಸಲಿದೆ. ಪರೀಕ್ಷಾ ಸಮಯದಲ್ಲಿ ನಕಲು ಮಾಡುವುದು, ಪರೀಕ್ಷಾರ್ಥಿಗಳ ಬದಲು ಬೇರೆಯವರು ಪರೀಕ್ಷೆಗೆ ಹಾಜರಾಗುವುದು ಮುಂತಾದ ಅವ್ಯವಹಾರ ತಡೆಗಟ್ಟಲು ಮತ್ತು ಪರೀಕ್ಷಾ ಕೇಂದ್ರಗಳಲ್ಲಿ ಶಿಸ್ತು ಮತ್ತು ಶಾಂತಿ ಸುವ್ಯವಸ್ಥೆ ಕಾಪಾಡುವ ಹಿತದೃಷ್ಟಿಯಿಂದ ಪರೀಕ್ಷಾ ಕೇಂದ್ರಗಳಿಗೆ ವೀಕ್ಷಕರ, ಮಾರ್ಗಾಧಿಕಾರಿಗಳ, ತ್ರಿಸದಸ್ಯ ಸಮಿತಿಯನ್ನು ನೇಮಿಸಲಾಗಿದೆ ಎಂದು ಜಿಲ್ಲಾ ದಂಡಾಧಿಕಾರಿಗಳೂ ಆದ ಜಿಲ್ಲಾಧಿಕಾರಿ ಸಿ.ಎನ್.ಶ್ರೀಧರ್ ಆದೇಶ ಹೊರಡಿಸಿದ್ದಾರೆ. xyxy=(30,535,240,598)
article-body xyxy=(30,534,240,664)
article-exam-ban xyxy=(30,60,240,490)
article-hostel xyxy=(250,826,685,930)
paragraph: ಎಂಬ ಹೆಸರಿಗೆ ಪಾತ್ರರಾದರು. ಆದರೆ ಈಗ 113 ವರ್ಷ ವಯಸ್ಸಿನ ತಿಮ್ಮಕ್ಕ ಅವರು ನಿಧನರಾಗಿದ್ದಾರೆ. ಅವರ ಆದರ್ಶ ನಮಗೆ ಸ್ಫೂರ್ತಿಯಾಗಬೇಕು. ನಾವು ಪರಿಸರವನ್ನು ಉಳಿಸಲು ಪ್ರತಿಯೊಬ್ಬರೂ ಪ್ರತಿಜ್ಞೆ ಮಾಡಬೇಕು. ನಮ್ಮ ಮುಂದಿನ ಪೀಳಿಗೆಗೆ ಸುಂದರ ಪರಿಸರವನ್ನು ಬಿಟ್ಟು ಹೋಗಬೇಕು. xyxy=(530,1015,690,1050)
masthead-rule xyxy=(28,55,915,57)
poem-line: ನದಿ, ಸರೋವರ, ಜಲಪಾತಗಳಿಂದ xyxy=(782,1321,842,1327)
article-col-1 xyxy=(252,95,412,407)
paragraph: ಬಡಾವಣೆಗಳಿಗೆ ಅನುಮೋದನೆ ನೀಡಬೇಕು ಎಂದರು. xyxy=(400,568,501,575)
person-figure xyxy=(412,482,444,517)
website-link-part[interactable]: www. xyxy=(784,984,804,993)
headline: ಲ್ಯಾಟೆರಲ್ ಮೂಲಕ ಪ್ರವೇಶಕ್ಕೆ ಅರ್ಜಿ ಆಹ್ವಾನ xyxy=(30,679,212,694)
paragraph: ಜಿಲ್ಲಾಧಿಕಾರಿ ಸಿ.ಎನ್.ಶ್ರೀಧರ್ ಅವರು ಸ್ವಾಗತಿಸಿದರು. ವೆಂಕಟೇಶ ಅಲ್ಕೋಡ ಹಾಗೂ ತಂಡದವರು ನಾಡಗೀತೆ ಪ್ರಸ್ತುತಿಪಡಿಸಿದರು. 'ಪೂಜಾ ಸಂಗೀತಾ' ಕಾರ್ಯಕ್ರಮ ನಿರೂಪಿಸಿ ವಂದಿಸಿದರು. xyxy=(782,216,915,252)
paper-name: ಪಾಂಡವ xyxy=(420,27,469,48)
paragraph: ಆನ್‌ಲೈನ್ ಮೂಲಕ ಅರ್ಜಿ ಆಹ್ವಾನಿಸಲಾಗಿದೆ. ಮೆಟ್ರಿಕ್ ನಂತರದ ಕೋರ್ಸ್‌ಗಳಲ್ಲಿ ವ್ಯಾಸಂಗ ಮಾಡುತ್ತಿರುವ ಅರ್ಹ ಪರಿಶಿಷ್ಟ ವರ್ಗದ ವಿದ್ಯಾರ್ಥಿಗಳು ಹಾಗೂ ಇತರೆ ಜಾತಿ ಮತ್ತು ಇತರೆ ವರ್ಗದ ಬಾಲಕ ಮತ್ತು ಬಾಲಕಿಯರು ಅರ್ಜಿ ಸಲ್ಲಿಸಬಹುದು. ಆನ್‌ಲೈನ್ ಪೋರ್ಟಲ್ xyxy=(400,859,542,894)
headline: ಪ್ರಾಧಿಕಾರಿದ ಪರಿಕಲ್ಪನೆ ರಾಜ್ಯಕ್ಕೆ ಮಾದರಿ ಅಭಿವೃದ್ಧಿಗೆ ಪೂರಕವಾದ ಯೋಜನೆ xyxy=(250,64,734,88)
paragraph: ಅವರು ಕರೆ ನೀಡಿದರು. xyxy=(782,96,826,103)
poem-line: ತಿಳಿಯಬೇಕೆನ್ನುತ್ತಿದೆ ನಿಸರ್ಗವೇ ನಿನ್ನ ರಹಸ್ಯ. xyxy=(774,1161,850,1167)
divider xyxy=(28,495,240,496)
page-number: 3 xyxy=(898,25,912,50)
article-lateral-entry xyxy=(30,676,240,926)
bottom-rule-right xyxy=(713,1452,913,1453)
article-invigilators xyxy=(30,498,240,668)
divider xyxy=(250,413,915,415)
divider xyxy=(697,780,915,782)
paragraph: ಗದಗ: ಗದಗ-ಬೆಟಗೇರಿ ವ್ಯಾಪಾರ,ಸಂಸ್ಕೃತಿ ಮತ್ತು ವಸ್ತು ಪ್ರದರ್ಶನ ಪ್ರಾಧಿಕಾರ ಹಾಗೂ ಪ್ರಾಧಿಕಾರದ ಅಭಿವೃದ್ಧಿಯ ಪರಿಕಲ್ಪನೆಯ ಅನಾವರಣವು ಒಂದು ಅದ್ಭುತ ಕಾರ್ಯಕ್ರಮವಾಗಿದೆ. ಈ ಯೋಜನೆಯು ಅಭಿವೃದ್ಧಿಗೆ ಪೂರಕವಾದ ಯೋಜನೆಯಾಗಿದೆ ಎಂದು ಕೇಂದ್ರ ಸಚಿವರಾದ ಹಾಗೂ ಹಜ್ ಸಚಿವರಾದ ರಹೀಂ ಖಾನ ಅವರು ನುಡಿದರು. xyxy=(252,96,412,141)
paragraph: ರಾಜ್ಯ ಏಸಿಜ ಅಭಿವೃದ್ಧಿ ನಿಗಮದ ಅಧ್ಯಕ್ಷರು ಹಾಗೂ ಶಾಸಕ ಜಿ.ಎಸ್.ಪಾಟೀಲ ಅವರು ಮಾತನಾಡಿ ಗದಗ-ಬೆಟಗೇರಿ ನಗರದ ಮಧ್ಯಭಾಗದಲ್ಲಿ ಹೊಸ ವಿಚಾರಗಳು ಹೊಸ ಕಟ್ಟಡಗಳು ನಿರ್ಮಾಣವಾಗಬೇಕು ಎನ್ನುವುದು ಎಲ್ಲರ ಕನಸಾಗಿತ್ತು. ಆ ಕನಸು ನನಸಾಗುವ ಕಾಲ ಕೂಡಿ ಬಂದಿದ್ದು ಗದಗ ಜನ ಇದರ ಸದುಪಯೋಗ ಪಡೆದುಕೊಳ್ಳಬೇಕು. ವ್ಯಾಪಾರಸ್ಥರು ಬೇರೆ ನಗರಗಳಲ್ಲಿ ಹೂಡಿಕೆ ಮಾಡುವುದಕ್ಕಿಂತ ಮುಂಚೆ ಜಿಲ್ಲೆಯಲ್ಲಿ ಹೂಡಿಕೆ ಮಾಡುವಂತೆ ಹೇಳಿದರು. xyxy=(782,105,915,178)
poem-line: ಕವಿಗಳಿಗೆ ಸಾಹಿತ್ಯದ ಸ್ಫೂರ್ತಿಯಾದೆ ನೀನು xyxy=(776,1291,848,1297)
poem-line: ವೈದ್ಯರಿಗೆ ಔಷಧಿಯ ಗಣಿಯಾದೆ ನೀನು xyxy=(779,1251,845,1257)
article-col-3 xyxy=(600,235,775,407)
byline: – ಲಕ್ಷ್ಮಿ ಎಚ್. ಬಲ್ಲೂರ xyxy=(626,1428,688,1437)
poem-line: ಕವಿಯ ಲೇಖನಿಯಲ್ಲಿ ಕವನವಾದೆ ನೀನು xyxy=(777,1191,847,1197)
poem-line: ನೀನೇ ಹೇಳುವೆಯಾ ಆ ನಿನ್ನ ರಹಸ್ಯವಾದ ಗುಟ್ಟನು.... xyxy=(765,1391,859,1397)
headline: ಪ್ರತಿಬಂಧಕಾಜ್ಞೆ ಜಾರಿ xyxy=(72,65,198,87)
paragraph: 1ನೇ ಹೆಚ್ಚುವರಿ ಜಿಲ್ಲಾ ಮತ್ತು ಸತ್ರ ನ್ಯಾಯಾಧೀಶರಾದ ಬಿ.ಕೆ.ಗಿರೀಶ್ ಕಾರ್ಯಕ್ರಮ ಉದ್ಘಾಟಿಸುವರು. ಉಪವಿಭಾಗಾಧಿಕಾರಿ ಮೆಹಬೂಬ್ ಜಿಲಾನಿ ಖುರೇಶಿ ಅಧ್ಯಕ್ಷತೆ ವಹಿಸುವರು. ಸರ್ಕಾರಿ ಕಲಾ ಕಾಲೇಜಿನ ಪ್ರಾಂಶುಪಾಲರಾದ ಪ್ರೊ.ಟಿ.ಶ್ರೀನಿವಾಸ ಶೆಟ್ಟಿ, ಜಿಲ್ಲಾ ಪೊಲೀಸ್ ಅಧೀಕ್ಷಕ ರಂಜಿತ್ ಕುಮಾರ್ ಬಂಡಾರು, ಅರಣ್ಯ ಇಲಾಖೆ ಉಪಸಂರಕ್ಷಣಾಧಿಕಾರಿ ಎಂ.ರಾಜಣ್ಣ ಸೇರಿದಂತೆ ಇತರರು ಭಾಗವಹಿಸುವರು. xyxy=(697,475,915,511)
divider xyxy=(250,822,685,824)
paragraph: ಸಭೆಯಲ್ಲಿ ಕೆ.ಎಸ್.ಬಸವಂತಪ್ಪ, ಪ್ರಾಧಿಕಾರದ ಅಧ್ಯಕ್ಷರಾದ ದಿನೇಶ್ ಕೆ.ಶೆಟ್ಟಿ, ಜಿಲ್ಲಾಧಿಕಾರಿ ಜಿ.ಎಂ.ಗಂಗಾಧರಸ್ವಾಮಿ, ಜಿಲ್ಲಾ ಪೊಲೀಸ್ ಅಧೀಕ್ಷಕರಾದ ಉಮಾ ಪ್ರಶಾಂತ್, ಪ್ರಾಧಿಕಾರದ ಆಯುಕ್ತರಾದ ವಾಣಿ ಎಂ.ಎಲ್, ಹಾಜರಿದ್ದರು. xyxy=(550,541,685,577)
article-environment-day xyxy=(697,417,915,772)
paragraph: ದಾವಣಗೆರೆ: ದಾವಣಗೆರೆ ನಗರವನ್ನು ಸುಂದರವಾಗಿಸಲು ಸುತ್ತಲೂ ವರ್ತುಲ ರಸ್ತೆಗಳನ್ನು ನಿರ್ಮಿಸಲಾಗುವುದು. ಹಾಗೆಯೇ ನಗರದಲ್ಲಿ ಭಾರೀ ವಾಹನಗಳ ನಿಲುಗಡೆಗೆ ಟ್ರಕ್ ಟರ್ಮಿನಲ್ ನಿರ್ಮಾಣಕ್ಕೆ 4 ರಿಂದ 5 ಎಕರೆ ಜಾಗವನ್ನು ಗುರುತಿಸಲು ನಗರ ಪಾಲಿಕೆ ಆಯುಕ್ತರು ಹಾಗೂ ಜಿಲ್ಲಾ ಉಸ್ತುವಾರಿ ಸಚಿವರಾದ ಎಸ್.ಎಸ್.ಮಲ್ಲಿಕಾರ್ಜುನ್ ಸೂಚನೆ ನೀಡಿದರು. xyxy=(252,568,392,613)
paragraph: ನಾವು ಒಳ್ಳೆಯ ಗಾಳಿಯನ್ನು ಉಸಿರಾಡಬೇಕಾದರೆ ಗಿಡ ಮರಗಳನ್ನು ಬೆಳೆಸಬೇಕು. ಮೊದಲು ನಮ್ಮ ಪೂರ್ವಜರು ಪರಿಸರವನ್ನು ದೇವರೆಂದು ಪೂಜಿಸುತ್ತಿದ್ದರು. ಬುದ್ಧ, ಬಸವ, ಮಹಾವೀರರಂತಹ ಮಹಾನ್ ವ್ಯಕ್ತಿಗಳು ಪರಿಸರದ ಬಗ್ಗೆ ಅಪಾರ ಪ್ರೀತಿ ಹೊಂದಿದ್ದರು. ಆದರೆ ಇಂದಿನ ಜನರು ಗಿಡಮರಗಳನ್ನು ಕಡಿದು ಪರಿಸರವನ್ನು ನಾಶ ಮಾಡುತ್ತಿದ್ದಾರೆ. xyxy=(30,1107,190,1153)
poem-line: ತಿಳಿಸಿ ಹೇಳುವೆಯಾ ಆ ನಿನ್ನ ಸೌಂದರ್ಯದ ಗುಟ್ಟನು.. xyxy=(766,1171,858,1177)
